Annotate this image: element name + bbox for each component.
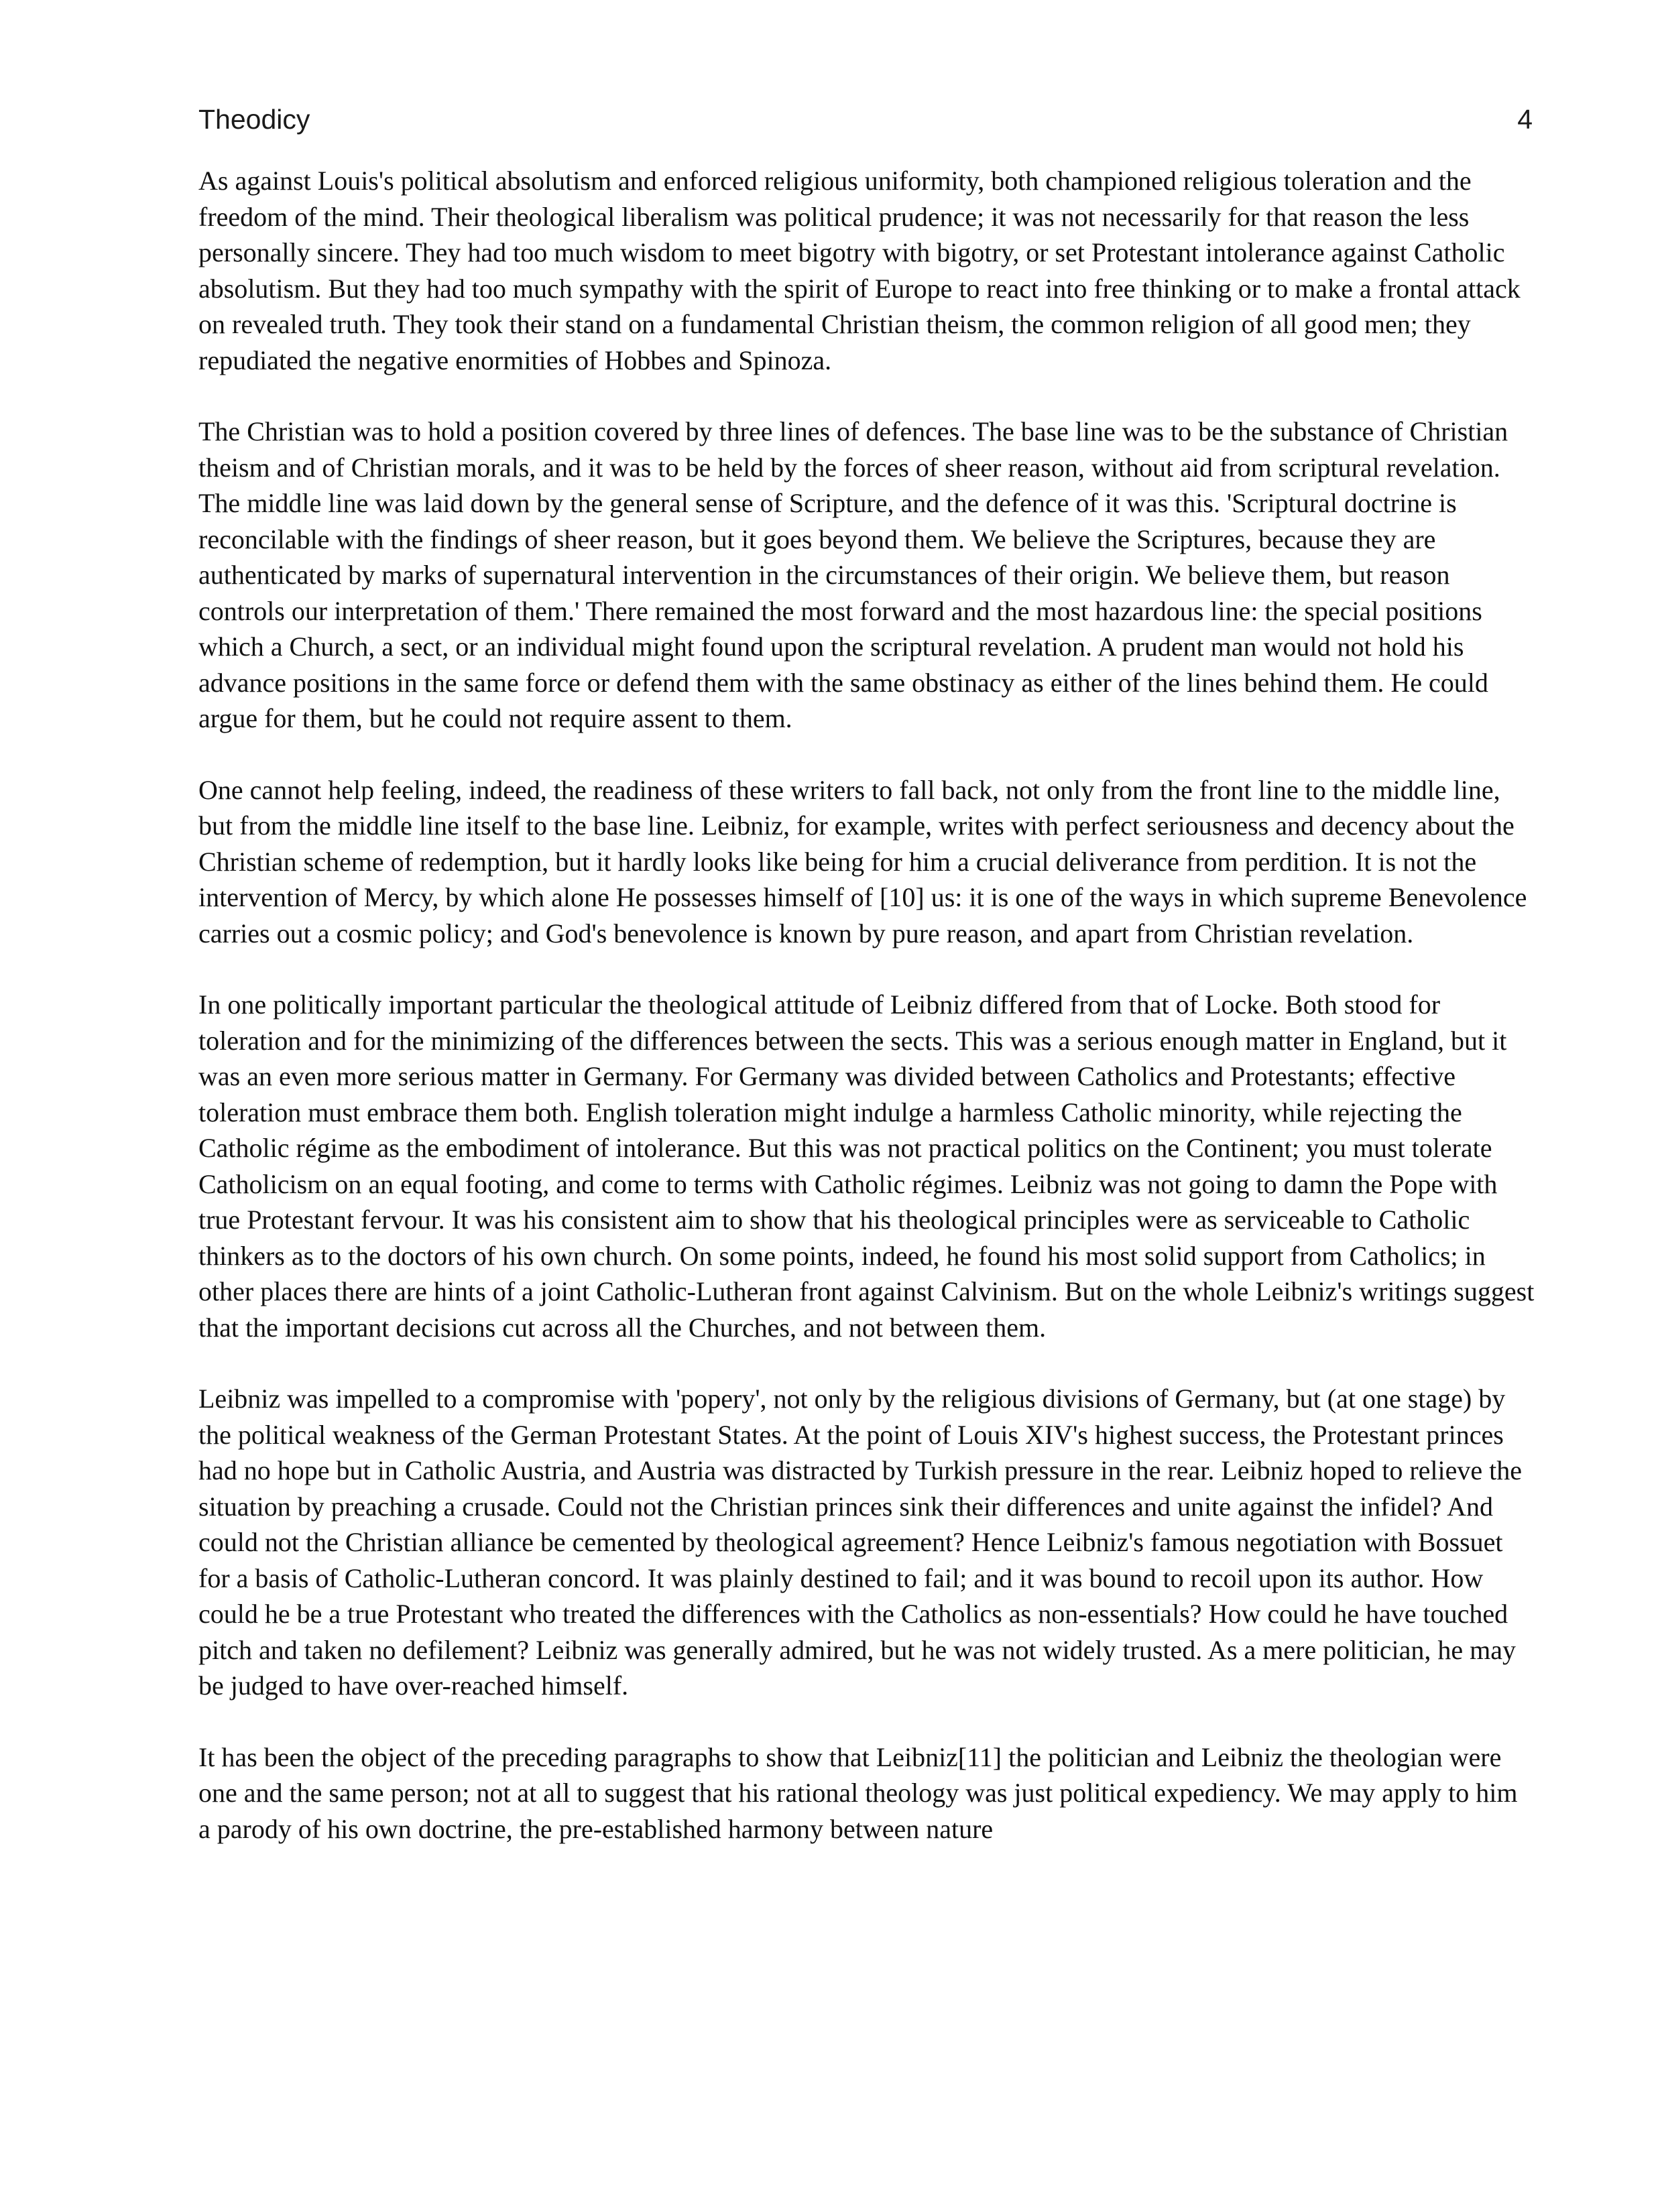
body-text — [198, 163, 1536, 1847]
paragraph-2: The Christian was to hold a position covered by three lines of defences. The base line was to be the substance of Christian theism and of Christian morals, and it was to be held by the forces of sheer reason, without aid from scriptural revelation. The middle line was laid down by the general sense of Scripture, and the defence of it was this. 'Scriptural doctrine is reconcilable with the findings of sheer reason, but it goes beyond them. We believe the Scriptures, because they are authenticated by marks of supernatural intervention in the circumstances of their origin. We believe them, but reason controls our interpretation of them.' There remained the most forward and the most hazardous line: the special positions which a Church, a sect, or an individual might found upon the scriptural revelation. A prudent man would not hold his advance positions in the same force or defend them with the same obstinacy as either of the lines behind them. He could argue for them, but he could not require assent to them. — [198, 416, 1508, 733]
page-header — [198, 101, 1533, 141]
paragraph-4: In one politically important particular the theological attitude of Leibniz differed from that of Locke. Both stood for toleration and for the minimizing of the differences between the sects. This was a serious enough matter in England, but it was an even more serious matter in Germany. For Germany was divided between Catholics and Protestants; effective toleration must embrace them both. English toleration might indulge a harmless Catholic minority, while rejecting the Catholic régime as the embodiment of intolerance. But this was not practical politics on the Continent; you must tolerate Catholicism on an equal footing, and come to terms with Catholic régimes. Leibniz was not going to damn the Pope with true Protestant fervour. It was his consistent aim to show that his theological principles were as serviceable to Catholic thinkers as to the doctors of his own church. On some points, indeed, he found his most solid support from Catholics; in other places there are hints of a joint Catholic-Lutheran front against Calvinism. But on the whole Leibniz's writings suggest that the important decisions cut across all the Churches, and not between them. — [198, 989, 1535, 1343]
running-title: Theodicy — [198, 104, 310, 135]
page-number: 4 — [1517, 104, 1533, 135]
paragraph-6: It has been the object of the preceding paragraphs to show that Leibniz[11] the politician and Leibniz the theologian were one and the same person; not at all to suggest that his rational theology was just political expediency. We may apply to him a parody of his own doctrine, the pre-established harmony between nature — [198, 1741, 1518, 1844]
paragraph-5: Leibniz was impelled to a compromise with 'popery', not only by the religious divisions of Germany, but (at one stage) by the political weakness of the German Protestant States. At the point of Louis XIV's highest success, the Protestant princes had no hope but in Catholic Austria, and Austria was distracted by Turkish pressure in the rear. Leibniz hoped to relieve the situation by preaching a crusade. Could not the Christian princes sink their differences and unite against the infidel? And could not the Christian alliance be cemented by theological agreement? Hence Leibniz's famous negotiation with Bossuet for a basis of Catholic-Lutheran concord. It was plainly destined to fail; and it was bound to recoil upon its author. How could he be a true Protestant who treated the differences with the Catholics as non-essentials? How could he have touched pitch and taken no defilement? Leibniz was generally admired, but he was not widely trusted. As a mere politician, he may be judged to have over-reached himself. — [198, 1384, 1523, 1701]
paragraph-3: One cannot help feeling, indeed, the readiness of these writers to fall back, not only from the front line to the middle line, but from the middle line itself to the base line. Leibniz, for example, writes with perfect seriousness and decency about the Christian scheme of redemption, but it hardly looks like being for him a crucial deliverance from perdition. It is not the intervention of Mercy, by which alone He possesses himself of [10] us: it is one of the ways in which supreme Benevolence carries out a cosmic policy; and God's benevolence is known by pure reason, and apart from Christian revelation. — [198, 774, 1527, 948]
paragraph-1: As against Louis's political absolutism and enforced religious uniformity, both championed religious toleration and the freedom of the mind. Their theological liberalism was political prudence; it was not necessarily for that reason the less personally sincere. They had too much wisdom to meet bigotry with bigotry, or set Protestant intolerance against Catholic absolutism. But they had too much sympathy with the spirit of Europe to react into free thinking or to make a frontal attack on revealed truth. They took their stand on a fundamental Christian theism, the common religion of all good men; they repudiated the negative enormities of Hobbes and Spinoza. — [198, 166, 1521, 375]
